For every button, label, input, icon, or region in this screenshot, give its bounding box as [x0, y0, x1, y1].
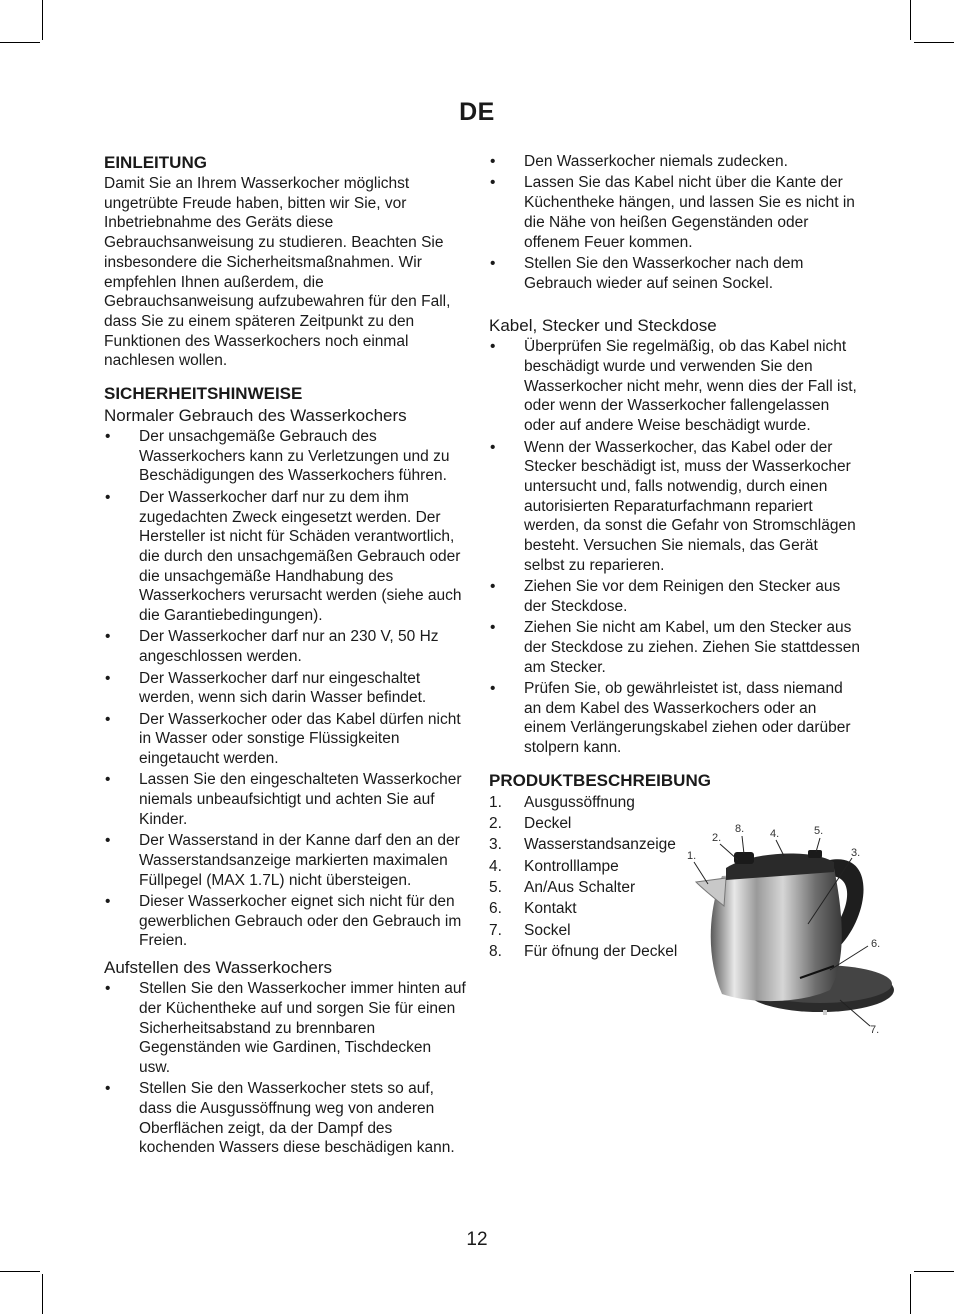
callout-label: 7. — [870, 1024, 880, 1036]
list-item: • Der Wasserkocher darf nur eingeschaltet werden, wenn sich darin Wasser befindet. — [104, 669, 466, 708]
list-item: • Prüfen Sie, ob gewährleistet ist, dass niemand an dem Kabel des Wasserkochers oder an einem Verlängerungskabel ziehen oder darüber stolpern kann. — [489, 679, 861, 758]
list-item: 4. Kontrolllampe — [489, 857, 619, 875]
cable-heading: Kabel, Stecker und Steckdose — [489, 316, 717, 336]
list-item: • Stellen Sie den Wasserkocher stets so auf, dass die Ausgussöffnung weg von anderen Oberflächen zeigt, da der Dampf des kochenden Wassers diese beschädigen kann. — [104, 1079, 466, 1158]
callout-label: 5. — [814, 825, 824, 837]
list-item: • Dieser Wasserkocher eignet sich nicht für den gewerblichen Gebrauch oder den Gebrauch im Freien. — [104, 892, 466, 951]
list-item: 8. Für öfnung der Deckel — [489, 942, 678, 960]
list-item: • Der Wasserkocher darf nur zu dem ihm zugedachten Zweck eingesetzt werden. Der Hersteller ist nicht für Schäden verantwortlich, die durch den unsachgemäßen Gebrauch oder die unsachgemäße Handhabung des Wasserkochers verursacht werden (siehe auch die Garantiebedingungen). — [104, 488, 466, 626]
setup-list — [104, 979, 466, 1158]
callout-label: 3. — [851, 847, 861, 859]
list-item: 3. Wasserstandsanzeige — [489, 836, 676, 854]
list-item: • Ziehen Sie vor dem Reinigen den Stecker aus der Steckdose. — [489, 577, 861, 616]
normal-use-heading: Normaler Gebrauch des Wasserkochers — [104, 406, 407, 426]
callout-label: 6. — [871, 938, 881, 950]
intro-heading: EINLEITUNG — [104, 153, 207, 172]
kettle-illustration — [680, 818, 900, 1044]
crop-mark — [910, 1274, 911, 1314]
list-item: • Lassen Sie das Kabel nicht über die Kante der Küchentheke hängen, und lassen Sie es nicht in die Nähe von heißen Gegenständen oder offenem Feuer kommen. — [489, 173, 861, 252]
setup-heading: Aufstellen des Wasserkochers — [104, 958, 333, 978]
list-item: • Der Wasserstand in der Kanne darf den an der Wasserstandsanzeige markierten maximalen Füllpegel (MAX 1.7L) nicht übersteigen. — [104, 831, 466, 890]
crop-mark — [0, 42, 40, 43]
intro-text: Damit Sie an Ihrem Wasserkocher möglichst ungetrübte Freude haben, bitten wir Sie, vor Inbetriebnahme des Geräts diese Gebrauchsanweisung zu studieren. Beachten Sie insbesondere die Sicherheitsmaßnahmen. Wir empfehlen Ihnen außerdem, die Gebrauchsanweisung aufzubewahren für den Fall, dass Sie zu einem späteren Zeitpunkt zu den Funktionen des Wasserkochers noch einmal nachlesen wollen. — [104, 175, 451, 370]
safety-heading: SICHERHEITSHINWEISE — [104, 384, 303, 404]
crop-mark — [0, 1271, 40, 1272]
list-item: • Wenn der Wasserkocher, das Kabel oder der Stecker beschädigt ist, muss der Wasserkocher untersucht und, falls notwendig, durch einen autorisierten Reparaturfachmann repariert werden, da sonst die Gefahr von Stromschlägen besteht. Versuchen Sie niemals, das Gerät selbst zu reparieren. — [489, 438, 861, 576]
crop-mark — [910, 0, 911, 40]
list-item: 2. Deckel — [489, 815, 572, 833]
language-heading: DE — [459, 98, 495, 126]
page-number: 12 — [466, 1229, 488, 1250]
list-item: • Lassen Sie den eingeschalteten Wasserkocher niemals unbeaufsichtigt und achten Sie auf Kinder. — [104, 770, 466, 829]
list-item: • Stellen Sie den Wasserkocher immer hinten auf der Küchentheke auf und sorgen Sie für einen Sicherheitsabstand zu brennbaren Gegenständen wie Gardinen, Tischdecken usw. — [104, 979, 466, 1078]
crop-mark — [42, 0, 43, 40]
crop-mark — [914, 42, 954, 43]
list-item: 5. An/Aus Schalter — [489, 879, 636, 896]
list-item: • Überprüfen Sie regelmäßig, ob das Kabel nicht beschädigt wurde und verwenden Sie den Wasserkocher nicht mehr, wenn dies der Fall ist, oder wenn der Wasserkocher fallengelassen oder auf andere Weise beschädigt wurde. — [489, 337, 861, 436]
product-heading: PRODUKTBESCHREIBUNG — [489, 770, 711, 790]
callout-label: 8. — [735, 823, 745, 835]
list-item: • Stellen Sie den Wasserkocher nach dem Gebrauch wieder auf seinen Sockel. — [489, 254, 861, 293]
crop-mark — [42, 1274, 43, 1314]
normal-use-list — [104, 427, 466, 951]
setup-continued-list — [489, 152, 861, 293]
list-item: • Ziehen Sie nicht am Kabel, um den Stecker aus der Steckdose zu ziehen. Ziehen Sie stattdessen am Stecker. — [489, 618, 861, 677]
crop-mark — [914, 1271, 954, 1272]
left-column — [104, 152, 466, 1164]
list-item: • Den Wasserkocher niemals zudecken. — [489, 152, 861, 172]
list-item: 1. Ausgussöffnung — [489, 793, 635, 811]
cable-list — [489, 337, 861, 758]
list-item: 7. Sockel — [489, 921, 571, 939]
list-item: 6. Kontakt — [489, 900, 577, 918]
list-item: • Der Wasserkocher darf nur an 230 V, 50 Hz angeschlossen werden. — [104, 627, 466, 666]
list-item: • Der unsachgemäße Gebrauch des Wasserkochers kann zu Verletzungen und zu Beschädigungen des Wasserkochers führen. — [104, 427, 466, 486]
list-item: • Der Wasserkocher oder das Kabel dürfen nicht in Wasser oder sonstige Flüssigkeiten eingetaucht werden. — [104, 710, 466, 769]
kettle-drawing — [680, 818, 900, 1044]
callout-label: 1. — [687, 850, 697, 862]
callout-label: 4. — [770, 828, 780, 840]
callout-label: 2. — [712, 832, 722, 844]
